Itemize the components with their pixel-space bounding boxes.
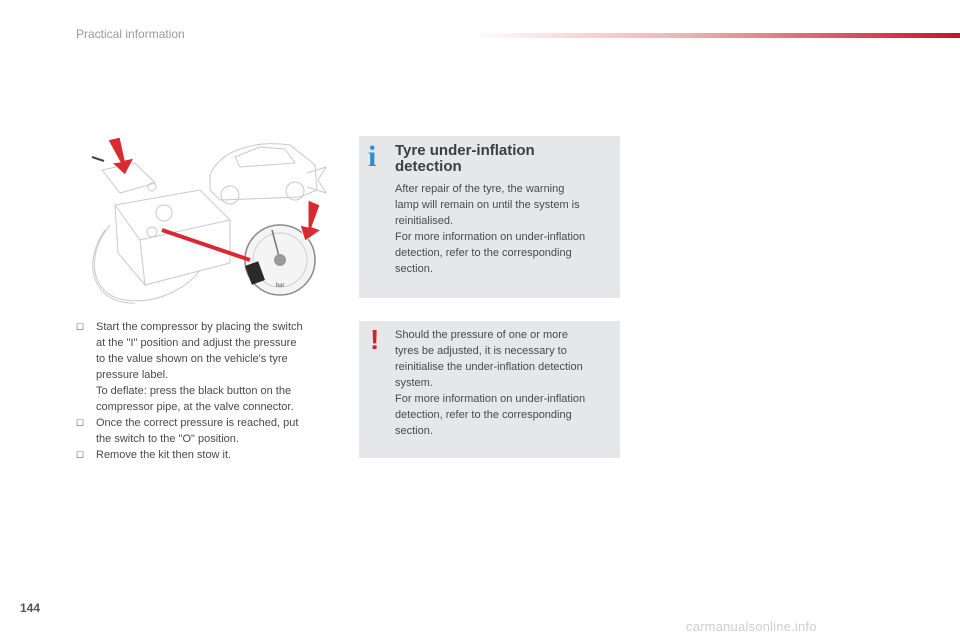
warning-panel-body (395, 327, 610, 439)
step-line: Remove the kit then stow it. (96, 449, 232, 461)
warning-line: reinitialise the under-inflation detection (395, 361, 583, 373)
page-number: 144 (20, 601, 41, 615)
info-icon: i (368, 140, 377, 173)
info-line: reinitialised. (395, 215, 454, 227)
info-line: lamp will remain on until the system is (395, 199, 580, 211)
warning-line: system. (395, 377, 433, 389)
step-line: Start the compressor by placing the switch (96, 321, 303, 333)
info-panel-body (395, 181, 610, 277)
warning-line: For more information on under-inflation (395, 393, 586, 405)
compressor-kit-illustration (80, 135, 342, 307)
step-line: To deflate: press the black button on the (96, 385, 292, 397)
warning-exclamation-icon: ! (370, 324, 380, 355)
warning-line: section. (395, 425, 433, 437)
step-start-compressor (76, 319, 346, 415)
warning-panel (359, 321, 620, 458)
gauge-unit-label: bar (275, 283, 285, 289)
red-arrow-bottle (108, 137, 134, 175)
step-line: the switch to the "O" position. (96, 433, 239, 445)
info-panel (359, 136, 620, 298)
header-accent-bar (470, 33, 960, 38)
info-line: detection, refer to the corresponding (395, 247, 572, 259)
checkbox-bullet-icon: ☐ (76, 322, 85, 332)
step-line: compressor pipe, at the valve connector. (96, 401, 294, 413)
step-line: to the value shown on the vehicle's tyre (96, 353, 288, 365)
step-stow-kit (76, 447, 346, 463)
warning-line: detection, refer to the corresponding (395, 409, 572, 421)
step-switch-off (76, 415, 346, 447)
watermark: carmanualsonline.info (686, 619, 817, 634)
info-line: For more information on under-inflation (395, 231, 586, 243)
checkbox-bullet-icon: ☐ (76, 418, 85, 428)
section-title: Practical information (76, 27, 185, 41)
info-panel-title: Tyre under-inflation detection (395, 142, 535, 175)
checkbox-bullet-icon: ☐ (76, 450, 85, 460)
red-arrow-gauge (300, 200, 321, 241)
info-line: section. (395, 263, 433, 275)
instruction-steps (76, 319, 346, 463)
warning-line: Should the pressure of one or more (395, 329, 569, 341)
step-line: pressure label. (96, 369, 169, 381)
step-line: at the "I" position and adjust the pressure (96, 337, 297, 349)
info-line: After repair of the tyre, the warning (395, 183, 565, 195)
warning-line: tyres be adjusted, it is necessary to (395, 345, 567, 357)
step-line: Once the correct pressure is reached, put (96, 417, 299, 429)
